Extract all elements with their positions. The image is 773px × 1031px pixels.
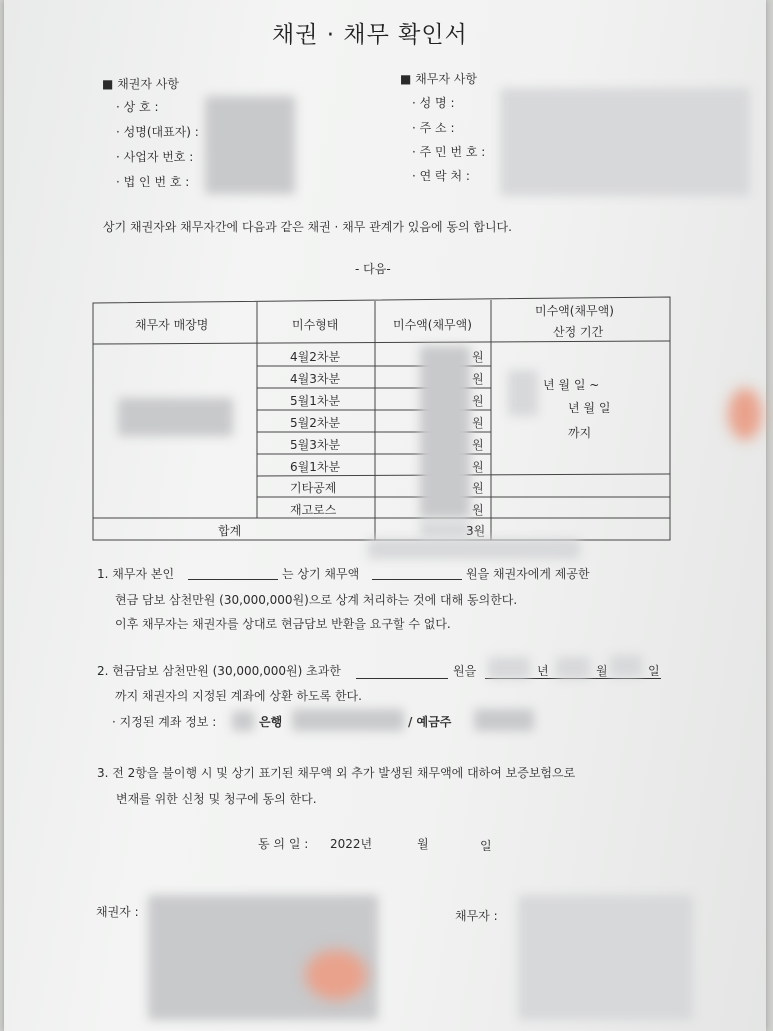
creditor-field-bizno: · 사업자 번호 :	[116, 150, 194, 164]
period-to: 년 월 일	[568, 401, 611, 415]
clause1-line3: 이후 채무자는 채권자를 상대로 현금담보 반환을 요구할 수 없다.	[115, 617, 451, 631]
header-receivable-amount: 미수액(채무액)	[393, 318, 472, 332]
clause3-line1: 3. 전 2항을 불이행 시 및 상기 표기된 채무액 외 추가 발생된 채무액에 대하여 보증보험으로	[97, 766, 576, 780]
creditor-heading: ■ 채권자 사항	[102, 77, 179, 91]
clause2-line2: 까지 채권자의 지정된 계좌에 상환 하도록 한다.	[115, 689, 362, 703]
blank-debtor-name	[188, 579, 278, 580]
creditor-field-corpno: · 법 인 번 호 :	[116, 175, 190, 189]
header-store-name: 채무자 매장명	[135, 318, 209, 332]
clause2-day: 일	[648, 664, 660, 678]
row-unit: 원	[472, 372, 484, 386]
redacted-store-name	[118, 398, 233, 436]
debtor-field-contact: · 연 락 처 :	[412, 169, 470, 183]
period-from: 년 월 일 ~	[543, 378, 600, 392]
header-period: 산정 기간	[553, 325, 604, 339]
redacted-due-day	[610, 655, 642, 677]
header-receivable-type: 미수형태	[292, 318, 339, 332]
row-unit: 원	[472, 438, 484, 452]
redacted-account-number	[292, 709, 404, 731]
agree-label: 동 의 일 :	[258, 837, 309, 851]
row-type: 4월2차분	[290, 350, 341, 364]
agree-day: 일	[480, 839, 492, 853]
row-type: 5월1차분	[290, 394, 341, 408]
blank-debt-amount	[372, 579, 462, 580]
clause1-line2: 현금 담보 삼천만원 (30,000,000원)으로 상계 처리하는 것에 대해 동의한다.	[115, 593, 518, 607]
document-title: 채권 · 채무 확인서	[272, 22, 468, 48]
redacted-overlay	[368, 539, 580, 559]
intro-text: 상기 채권자와 채무자간에 다음과 같은 채권 · 채무 관계가 있음에 동의 합니다.	[103, 220, 512, 234]
row-unit: 원	[472, 350, 484, 364]
row-type: 6월1차분	[290, 460, 341, 474]
debtor-field-name: · 성 명 :	[412, 96, 455, 110]
row-type: 4월3차분	[290, 372, 341, 386]
clause2-bank: 은행	[259, 715, 283, 729]
sign-creditor-label: 채권자 :	[96, 905, 139, 919]
agree-year: 2022년	[330, 837, 373, 851]
header-period-amount: 미수액(채무액)	[535, 304, 614, 318]
clause2-b: 원을	[453, 664, 477, 678]
redacted-bank-name	[232, 711, 254, 731]
agree-month: 월	[417, 837, 429, 851]
clause2-year: 년	[537, 664, 549, 678]
debtor-field-idno: · 주 민 번 호 :	[412, 145, 486, 159]
row-unit: 원	[472, 503, 484, 517]
debtor-heading: ■ 채무자 사항	[400, 72, 477, 86]
row-unit: 원	[472, 460, 484, 474]
row-type: 재고로스	[290, 503, 337, 517]
edge-seal-stamp	[728, 388, 762, 440]
clause1-a: 1. 채무자 본인	[97, 567, 175, 581]
redacted-due-month	[556, 657, 590, 679]
total-label: 합계	[218, 524, 242, 538]
clause2-a: 2. 현금담보 삼천만원 (30,000,000원) 초과한	[97, 664, 341, 678]
redacted-period	[508, 370, 538, 416]
redacted-amounts	[420, 346, 470, 518]
next-label: - 다음-	[355, 262, 391, 276]
debtor-field-address: · 주 소 :	[412, 121, 455, 135]
row-type: 기타공제	[290, 481, 337, 495]
creditor-seal-stamp	[305, 950, 367, 1000]
row-type: 5월2차분	[290, 416, 341, 430]
row-unit: 원	[472, 481, 484, 495]
redacted-debtor-signature	[518, 895, 693, 1020]
redacted-due-year	[488, 657, 530, 679]
clause2-account-label: · 지정된 계좌 정보 :	[112, 715, 217, 729]
row-unit: 원	[472, 394, 484, 408]
creditor-field-name: · 상 호 :	[116, 100, 159, 114]
redacted-total	[420, 521, 470, 538]
sign-debtor-label: 채무자 :	[455, 909, 498, 923]
creditor-field-rep: · 성명(대표자) :	[116, 125, 199, 139]
period-until: 까지	[568, 426, 592, 440]
row-type: 5월3차분	[290, 438, 341, 452]
blank-excess-amount	[356, 678, 448, 679]
clause3-line2: 변재를 위한 신청 및 청구에 동의 한다.	[116, 792, 317, 806]
row-unit: 원	[472, 416, 484, 430]
clause1-b: 는 상기 채무액	[282, 567, 360, 581]
redacted-account-holder	[474, 709, 534, 731]
clause2-month: 월	[596, 664, 608, 678]
clause1-c: 원을 채권자에게 제공한	[466, 567, 590, 581]
total-value: 3원	[466, 524, 486, 538]
clause2-holder: / 예금주	[408, 715, 452, 729]
